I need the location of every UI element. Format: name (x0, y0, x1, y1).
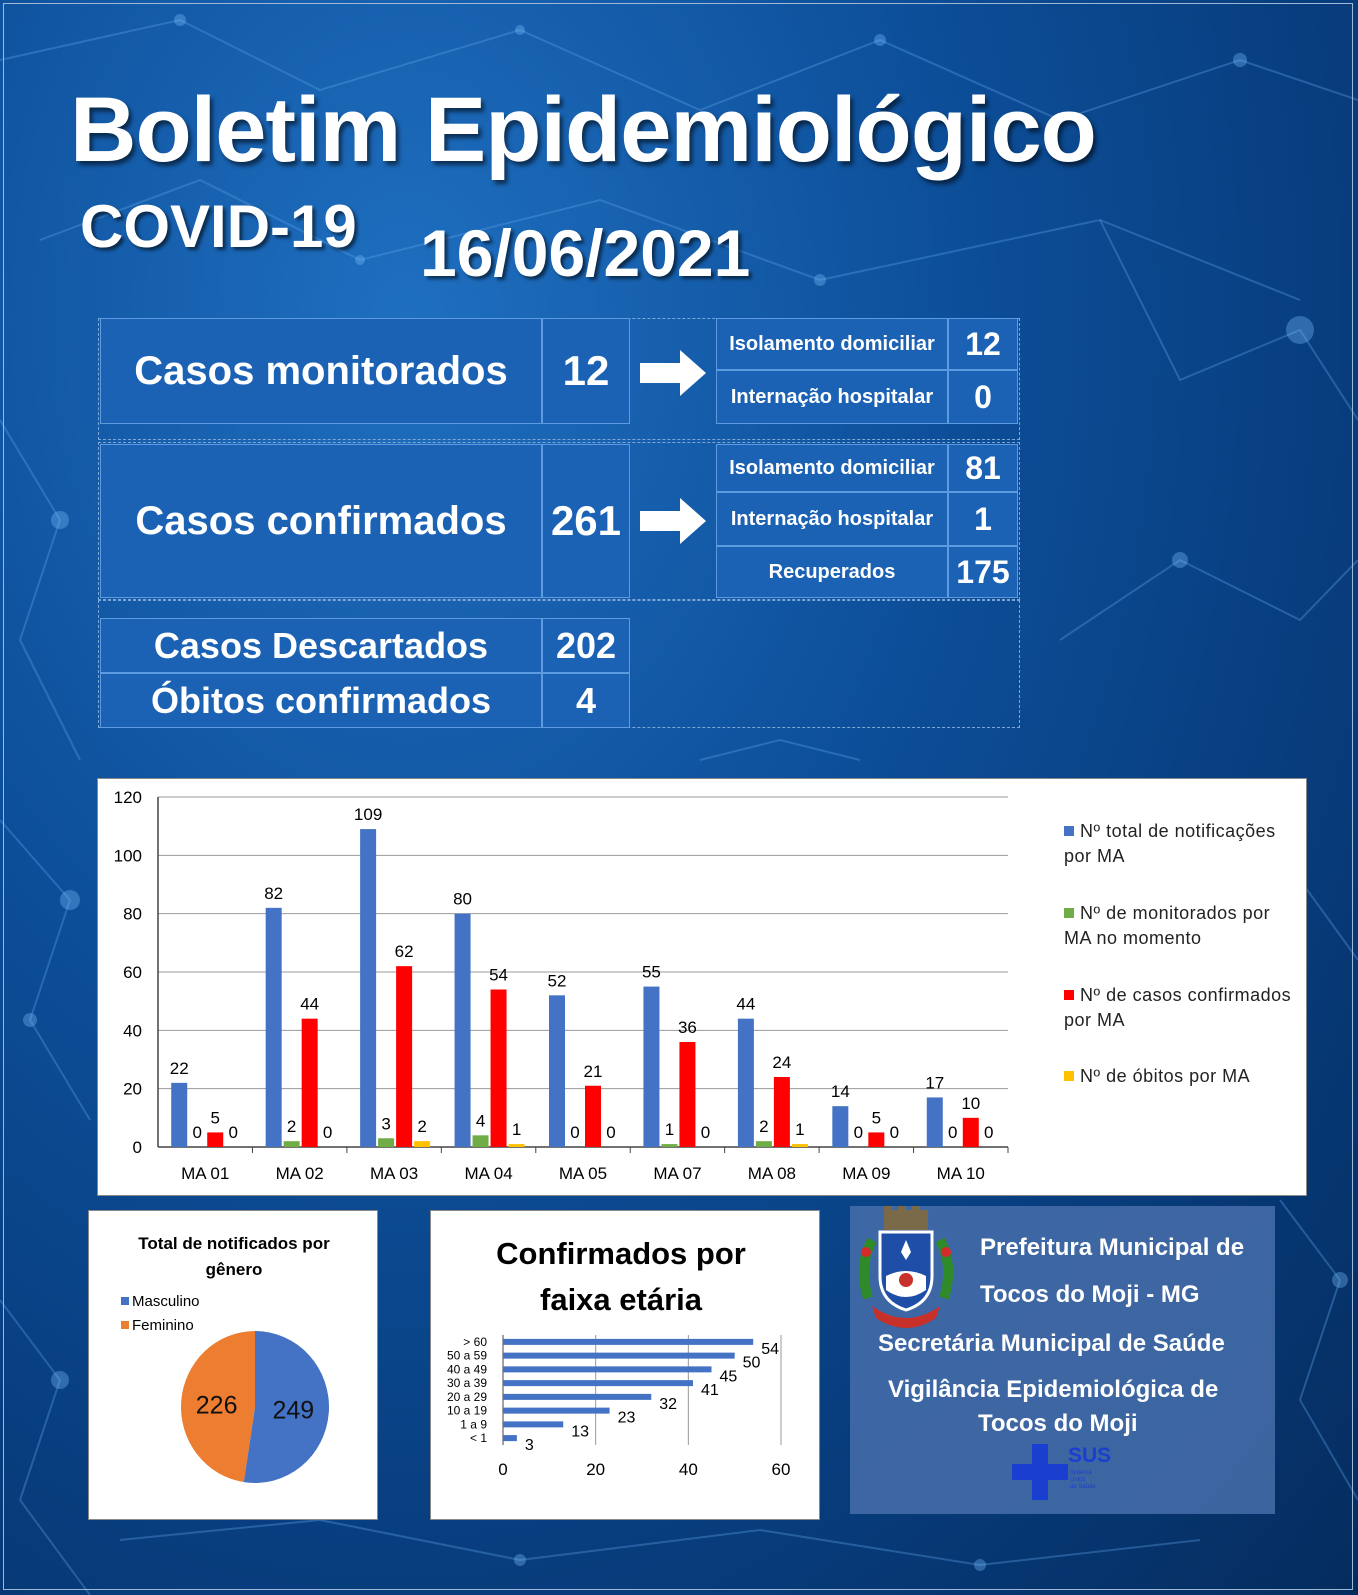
bar (503, 1408, 610, 1414)
pie-data-label: 226 (195, 1391, 238, 1420)
bar (503, 1353, 735, 1359)
confirmados-isolamento-value: 81 (948, 444, 1018, 492)
bar (679, 1042, 695, 1147)
sus-sub-line: Sistema (1070, 1470, 1092, 1476)
sus-sub-line: de Saúde (1070, 1484, 1096, 1490)
pie-legend-masculino-label: Masculino (132, 1293, 200, 1310)
bar (963, 1118, 979, 1147)
prefeitura-line: Prefeitura Municipal de (980, 1234, 1245, 1261)
bar (302, 1019, 318, 1147)
data-label: 3 (381, 1114, 391, 1134)
gender-pie-chart (89, 1211, 379, 1521)
pie-legend-feminino-label: Feminino (132, 1317, 194, 1334)
arrow-right-icon (640, 498, 706, 544)
secretaria-line: Secretária Municipal de Saúde (878, 1330, 1225, 1357)
data-label: 52 (547, 971, 567, 991)
bar (503, 1380, 693, 1386)
data-label: 22 (169, 1058, 189, 1078)
y-tick-label: 40 (123, 1021, 142, 1041)
data-label: 0 (889, 1123, 900, 1142)
page-subtitle: COVID-19 (80, 193, 357, 260)
municipality-name: Tocos do Moji - MG (980, 1281, 1200, 1308)
data-label: 17 (925, 1073, 945, 1093)
bar (661, 1144, 677, 1147)
bar (414, 1141, 430, 1147)
legend-swatch-yellow (1064, 1071, 1074, 1081)
bar (503, 1421, 563, 1427)
x-tick-label: MA 01 (181, 1164, 230, 1183)
arrow-right-icon (640, 350, 706, 396)
vigilancia-line: Vigilância Epidemiológica de (888, 1376, 1219, 1403)
legend-item-confirmados (1064, 983, 1299, 1033)
legend-item-monitorados (1064, 901, 1299, 951)
obitos-value: 4 (542, 673, 630, 728)
bar (927, 1097, 943, 1147)
legend-swatch-red (1064, 990, 1074, 1000)
bar (503, 1339, 753, 1345)
sus-cross-icon (1012, 1444, 1068, 1500)
bar (756, 1141, 772, 1147)
descartados-value: 202 (542, 618, 630, 673)
vigilancia-city: Tocos do Moji (978, 1410, 1138, 1437)
data-label: 0 (700, 1123, 711, 1142)
monitorados-internacao-label: Internação hospitalar (716, 370, 948, 424)
data-label: 14 (830, 1082, 850, 1102)
y-tick-label: 60 (123, 963, 142, 982)
legend-item-obitos (1064, 1064, 1299, 1089)
age-bar-chart (431, 1211, 821, 1521)
bar (509, 1144, 525, 1147)
bar (792, 1144, 808, 1147)
sus-label: SUS (1068, 1444, 1112, 1467)
data-label: 0 (570, 1123, 580, 1142)
monitorados-isolamento-value: 12 (948, 318, 1018, 370)
x-tick-label: 20 (586, 1460, 606, 1479)
confirmados-recuperados-label: Recuperados (716, 546, 948, 598)
ma-bar-chart-panel (97, 778, 1307, 1196)
data-label: 82 (264, 883, 284, 903)
page-title: Boletim Epidemiológico (70, 79, 1096, 181)
legend-label-monitorados: Nº de monitorados por MA no momento (1064, 903, 1271, 948)
data-label: 55 (641, 962, 661, 982)
bar (491, 990, 507, 1148)
data-label: 54 (489, 965, 509, 985)
data-label: 5 (871, 1108, 882, 1128)
monitorados-internacao-value: 0 (948, 370, 1018, 424)
legend-label-obitos: Nº de óbitos por MA (1080, 1066, 1251, 1086)
data-label: 62 (394, 942, 414, 962)
bar (549, 995, 565, 1147)
institution-box (850, 1206, 1275, 1514)
age-chart-title: Confirmados por faixa etária (496, 1236, 746, 1317)
data-label: 3 (524, 1437, 534, 1455)
y-tick-label: 50 a 59 (446, 1348, 487, 1363)
sus-subtitle (1070, 1470, 1096, 1491)
obitos-label: Óbitos confirmados (100, 673, 542, 728)
bar (503, 1394, 651, 1400)
data-label: 1 (664, 1120, 675, 1140)
x-tick-label: MA 03 (370, 1164, 419, 1183)
data-label: 4 (475, 1111, 486, 1131)
data-label: 32 (659, 1395, 678, 1413)
bar (503, 1366, 712, 1372)
legend-swatch-green (1064, 908, 1074, 918)
bar (284, 1141, 300, 1147)
sus-logo (1012, 1444, 1112, 1500)
confirmados-value: 261 (542, 444, 630, 598)
confirmados-internacao-value: 1 (948, 492, 1018, 546)
x-tick-label: MA 07 (653, 1164, 702, 1183)
age-bar-chart-panel (430, 1210, 820, 1520)
data-label: 1 (795, 1120, 805, 1140)
data-label: 10 (961, 1093, 981, 1113)
data-label: 23 (617, 1409, 636, 1427)
data-label: 0 (948, 1123, 958, 1142)
bulletin-date: 16/06/2021 (420, 216, 751, 290)
bar (643, 987, 659, 1147)
legend-swatch-blue (1064, 826, 1074, 836)
data-label: 2 (286, 1117, 297, 1137)
data-label: 44 (736, 994, 756, 1014)
pie-chart-title: Total de notificados por gênero (138, 1234, 330, 1279)
y-tick-label: < 1 (469, 1431, 487, 1446)
legend-item-notificacoes (1064, 819, 1299, 869)
data-label: 109 (353, 805, 383, 825)
data-label: 0 (192, 1123, 202, 1142)
bar (171, 1083, 187, 1147)
y-tick-label: 80 (123, 904, 142, 924)
bar (360, 829, 376, 1147)
legend-label-confirmados: Nº de casos confirmados por MA (1064, 985, 1292, 1030)
y-tick-label: 30 a 39 (446, 1376, 487, 1391)
data-label: 45 (719, 1368, 738, 1386)
sus-sub-line: Único (1070, 1477, 1086, 1483)
x-tick-label: 0 (498, 1460, 508, 1479)
bar (774, 1077, 790, 1147)
data-label: 0 (853, 1123, 864, 1142)
x-tick-label: MA 04 (464, 1164, 513, 1183)
y-tick-label: 120 (113, 788, 142, 807)
gender-pie-chart-panel (88, 1210, 378, 1520)
descartados-label: Casos Descartados (100, 618, 542, 673)
y-tick-label: 40 a 49 (446, 1362, 487, 1377)
y-tick-label: 1 a 9 (460, 1417, 487, 1432)
bar (503, 1435, 517, 1441)
y-tick-label: 0 (132, 1138, 142, 1157)
y-tick-label: 100 (113, 846, 142, 866)
data-label: 54 (761, 1340, 779, 1358)
data-label: 41 (700, 1382, 719, 1400)
bar (207, 1132, 223, 1147)
data-label: 36 (677, 1018, 697, 1037)
bar (266, 908, 282, 1147)
bar (738, 1019, 754, 1147)
data-label: 24 (772, 1053, 792, 1072)
y-tick-label: 20 (123, 1079, 142, 1099)
pie-data-label: 249 (272, 1396, 315, 1425)
y-tick-label: > 60 (463, 1334, 487, 1349)
data-label: 0 (984, 1123, 994, 1142)
data-label: 2 (417, 1117, 427, 1137)
x-tick-label: 60 (771, 1460, 791, 1479)
bar (868, 1132, 884, 1147)
monitorados-isolamento-label: Isolamento domiciliar (716, 318, 948, 370)
monitorados-label: Casos monitorados (100, 318, 542, 424)
x-tick-label: MA 02 (275, 1164, 324, 1183)
data-label: 2 (759, 1117, 769, 1137)
bar (378, 1138, 394, 1147)
data-label: 21 (583, 1061, 603, 1081)
confirmados-isolamento-label: Isolamento domiciliar (716, 444, 948, 492)
data-label: 44 (300, 994, 320, 1014)
municipal-crest-icon (854, 1206, 958, 1336)
x-tick-label: MA 08 (747, 1164, 796, 1183)
data-label: 0 (228, 1123, 238, 1142)
x-tick-label: 40 (678, 1460, 698, 1479)
data-label: 0 (606, 1123, 616, 1142)
x-tick-label: MA 05 (558, 1164, 608, 1183)
data-label: 80 (453, 889, 473, 909)
confirmados-internacao-label: Internação hospitalar (716, 492, 948, 546)
confirmados-recuperados-value: 175 (948, 546, 1018, 598)
data-label: 50 (742, 1354, 761, 1372)
y-tick-label: 20 a 29 (446, 1389, 487, 1404)
bar (396, 966, 412, 1147)
x-tick-label: MA 10 (936, 1164, 985, 1183)
y-tick-label: 10 a 19 (446, 1403, 487, 1418)
x-tick-label: MA 09 (842, 1164, 891, 1183)
data-label: 0 (322, 1123, 333, 1142)
bar (585, 1086, 601, 1147)
legend-label-notificacoes: Nº total de notificações por MA (1064, 821, 1276, 866)
bar (832, 1106, 848, 1147)
data-label: 13 (571, 1423, 590, 1441)
data-label: 1 (511, 1120, 522, 1140)
data-label: 5 (210, 1108, 220, 1128)
bar (455, 914, 471, 1147)
monitorados-value: 12 (542, 318, 630, 424)
confirmados-label: Casos confirmados (100, 444, 542, 598)
bar (473, 1135, 489, 1147)
